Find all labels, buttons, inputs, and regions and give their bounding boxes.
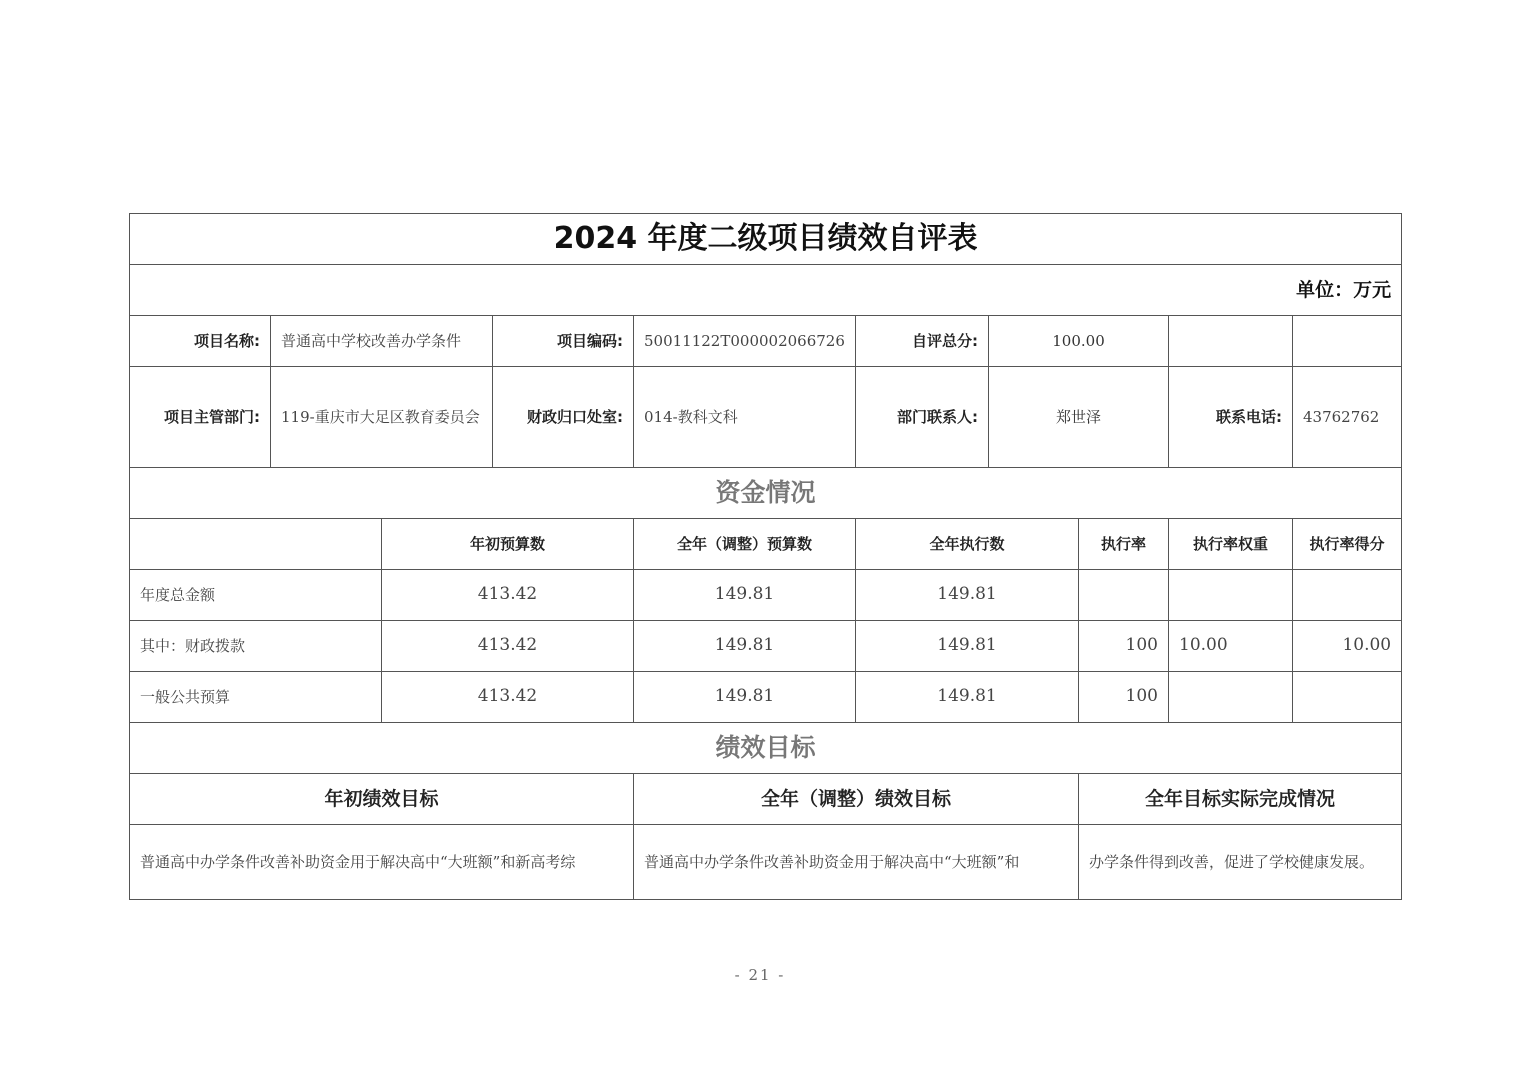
funds-rate: 100 [1079, 621, 1169, 672]
self-score-value: 100.00 [989, 316, 1169, 367]
funds-executed: 149.81 [856, 570, 1079, 621]
contact-value: 郑世泽 [989, 367, 1169, 468]
unit-label: 单位：万元 [130, 265, 1402, 316]
funds-weight [1169, 570, 1293, 621]
funds-row-label: 年度总金额 [130, 570, 382, 621]
project-code-label: 项目编码: [493, 316, 634, 367]
funds-score [1293, 672, 1402, 723]
goals-header-initial: 年初绩效目标 [130, 774, 634, 825]
funds-adjusted: 149.81 [634, 672, 856, 723]
funds-header-executed: 全年执行数 [856, 519, 1079, 570]
goals-header-actual: 全年目标实际完成情况 [1079, 774, 1402, 825]
project-name-value: 普通高中学校改善办学条件 [271, 316, 493, 367]
funds-score: 10.00 [1293, 621, 1402, 672]
funds-header-rate: 执行率 [1079, 519, 1169, 570]
funds-initial: 413.42 [382, 672, 634, 723]
initial-goal-text: 普通高中办学条件改善补助资金用于解决高中“大班额”和新高考综 [130, 825, 634, 900]
funds-header-weight: 执行率权重 [1169, 519, 1293, 570]
funds-section-title: 资金情况 [130, 468, 1402, 519]
self-score-label: 自评总分: [856, 316, 989, 367]
finance-office-value: 014-教科文科 [634, 367, 856, 468]
funds-header-initial: 年初预算数 [382, 519, 634, 570]
project-name-label: 项目名称: [130, 316, 271, 367]
funds-initial: 413.42 [382, 621, 634, 672]
adjusted-goal-text: 普通高中办学条件改善补助资金用于解决高中“大班额”和 [634, 825, 1079, 900]
funds-adjusted: 149.81 [634, 621, 856, 672]
project-code-value: 50011122T000002066726 [634, 316, 856, 367]
funds-row-label: 其中：财政拨款 [130, 621, 382, 672]
dept-value: 119-重庆市大足区教育委员会 [271, 367, 493, 468]
goals-header-adjusted: 全年（调整）绩效目标 [634, 774, 1079, 825]
funds-adjusted: 149.81 [634, 570, 856, 621]
funds-header-score: 执行率得分 [1293, 519, 1402, 570]
phone-label: 联系电话: [1169, 367, 1293, 468]
phone-value: 43762762 [1293, 367, 1402, 468]
funds-weight [1169, 672, 1293, 723]
empty-cell [1169, 316, 1293, 367]
funds-row [130, 672, 1402, 723]
funds-rate [1079, 570, 1169, 621]
contact-label: 部门联系人: [856, 367, 989, 468]
form-title: 2024 年度二级项目绩效自评表 [130, 214, 1402, 265]
funds-row [130, 570, 1402, 621]
funds-initial: 413.42 [382, 570, 634, 621]
funds-score [1293, 570, 1402, 621]
funds-row [130, 621, 1402, 672]
finance-office-label: 财政归口处室: [493, 367, 634, 468]
funds-rate: 100 [1079, 672, 1169, 723]
funds-header-adjusted: 全年（调整）预算数 [634, 519, 856, 570]
empty-cell [1293, 316, 1402, 367]
dept-label: 项目主管部门: [130, 367, 271, 468]
actual-completion-text: 办学条件得到改善，促进了学校健康发展。 [1079, 825, 1402, 900]
funds-header-blank [130, 519, 382, 570]
funds-executed: 149.81 [856, 672, 1079, 723]
performance-evaluation-table [129, 213, 1402, 900]
funds-executed: 149.81 [856, 621, 1079, 672]
funds-weight: 10.00 [1169, 621, 1293, 672]
goals-section-title: 绩效目标 [130, 723, 1402, 774]
page-number: - 21 - [734, 966, 786, 984]
funds-row-label: 一般公共预算 [130, 672, 382, 723]
